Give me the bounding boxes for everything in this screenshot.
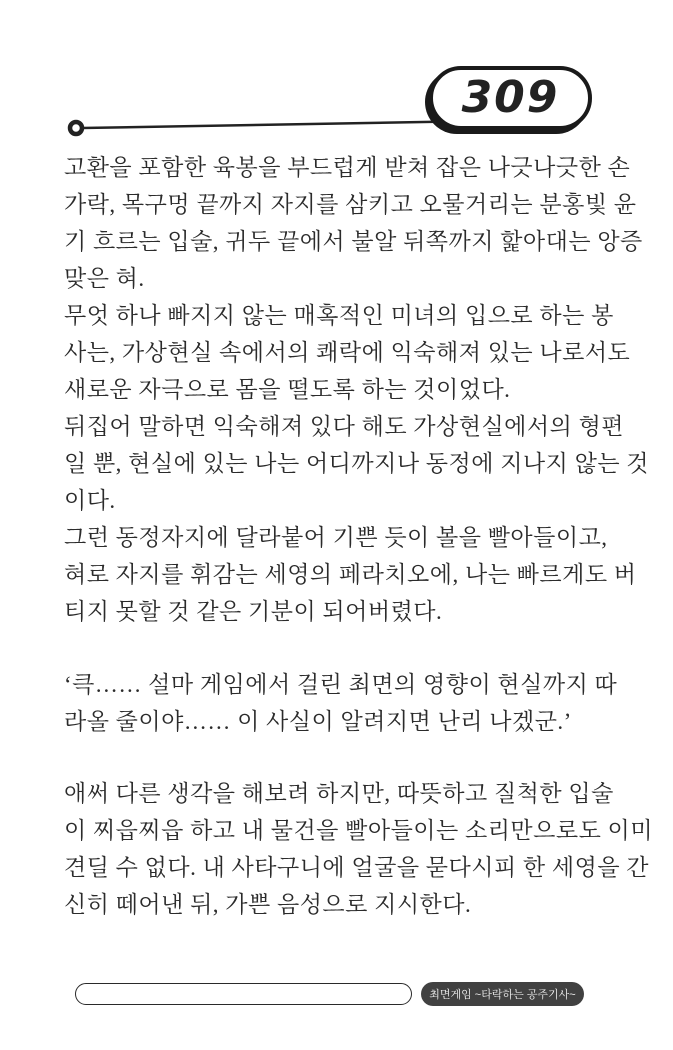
ring-icon — [70, 122, 82, 134]
text-line: 티지 못할 것 같은 기분이 되어버렸다. — [64, 599, 443, 624]
text-line: 이 찌읍찌읍 하고 내 물건을 빨아들이는 소리만으로도 이미 — [64, 818, 653, 843]
text-line: 혀로 자지를 휘감는 세영의 페라치오에, 나는 빠르게도 버 — [64, 562, 637, 587]
paragraph — [64, 297, 631, 408]
text-line: 고환을 포함한 육봉을 부드럽게 받쳐 잡은 나긋나긋한 손 — [64, 155, 631, 180]
text-line: 맞은 혀. — [64, 266, 145, 291]
paragraph — [64, 408, 650, 519]
inner-monologue-paragraph — [64, 666, 618, 740]
paragraph — [64, 775, 653, 923]
text-line: 이다. — [64, 488, 116, 513]
text-line: 그런 동정자지에 달라붙어 기쁜 듯이 볼을 빨아들이고, — [64, 525, 608, 550]
text-line: 신히 떼어낸 뒤, 가쁜 음성으로 지시한다. — [64, 892, 472, 917]
text-line: 가락, 목구멍 끝까지 자지를 삼키고 오물거리는 분홍빛 윤 — [64, 192, 637, 217]
paragraph — [64, 149, 643, 297]
text-line: 기 흐르는 입술, 귀두 끝에서 불알 뒤쪽까지 핥아대는 앙증 — [64, 229, 643, 254]
page-number-badge — [429, 66, 592, 130]
text-line: 견딜 수 없다. 내 사타구니에 얼굴을 묻다시피 한 세영을 간 — [64, 855, 650, 880]
page-number: 309 — [461, 71, 560, 123]
footer-bar — [75, 983, 412, 1005]
text-line: 애써 다른 생각을 해보려 하지만, 따뜻하고 질척한 입술 — [64, 781, 614, 806]
text-line: 새로운 자극으로 몸을 떨도록 하는 것이었다. — [64, 377, 511, 402]
text-line: 사는, 가상현실 속에서의 쾌락에 익숙해져 있는 나로서도 — [64, 340, 631, 365]
paragraph — [64, 519, 637, 630]
series-title: 최면게임 ~타락하는 공주기사~ — [429, 989, 576, 1001]
text-line: 뒤집어 말하면 익숙해져 있다 해도 가상현실에서의 형편 — [64, 414, 625, 439]
text-line: 일 뿐, 현실에 있는 나는 어디까지나 동정에 지나지 않는 것 — [64, 451, 650, 476]
header-rule-line — [82, 121, 480, 128]
text-block — [64, 149, 653, 923]
text-line: 라올 줄이야…… 이 사실이 알려지면 난리 나겠군.’ — [64, 709, 572, 734]
text-line: ‘큭…… 설마 게임에서 걸린 최면의 영향이 현실까지 따 — [64, 672, 618, 697]
series-title-badge — [421, 982, 584, 1006]
text-line: 무엇 하나 빠지지 않는 매혹적인 미녀의 입으로 하는 봉 — [64, 303, 614, 328]
